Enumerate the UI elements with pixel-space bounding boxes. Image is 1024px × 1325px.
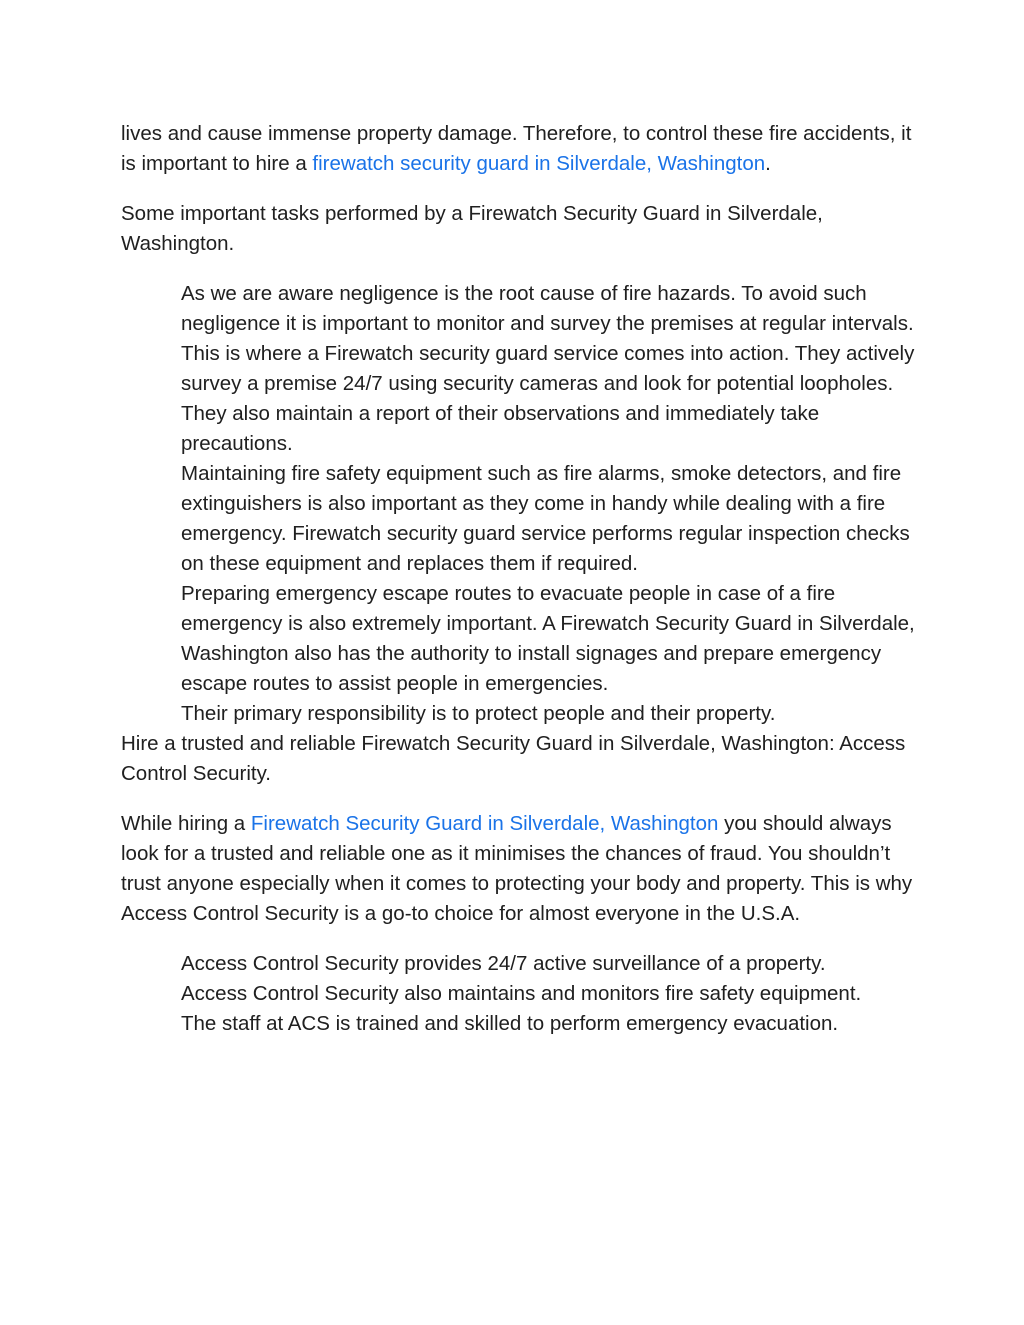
tasks-list xyxy=(121,279,921,729)
firewatch-guard-link[interactable]: firewatch security guard in Silverdale, Washington xyxy=(312,152,766,175)
section-heading: Hire a trusted and reliable Firewatch Security Guard in Silverdale, Washington: Access Control Security. xyxy=(121,732,906,785)
task-item-equipment: Maintaining fire safety equipment such as fire alarms, smoke detectors, and fire extinguishers is also important as they come in handy while dealing with a fire emergency. Firewatch security guard service performs regular inspection checks on these equipment and replaces them if required. xyxy=(181,462,910,575)
task-item-monitoring: As we are aware negligence is the root cause of fire hazards. To avoid such negligence it is important to monitor and survey the premises at regular intervals. This is where a Firewatch security guard service comes into action. They actively survey a premise 24/7 using security cameras and look for potential loopholes. They also maintain a report of their observations and immediately take precautions. xyxy=(181,282,915,455)
acs-point-equipment: Access Control Security also maintains and monitors fire safety equipment. xyxy=(181,982,862,1005)
intro-end: . xyxy=(765,152,771,175)
firewatch-guard-link-2[interactable]: Firewatch Security Guard in Silverdale, Washington xyxy=(250,812,719,835)
intro-paragraph xyxy=(121,119,921,179)
hiring-text-rest: you should always look for a trusted and reliable one as it minimises the chances of fraud. You shouldn’t trust anyone especially when it comes to protecting your body and property. This is why Access Control Security is a go-to choice for almost everyone in the U.S.A. xyxy=(121,812,913,925)
acs-point-evacuation: The staff at ACS is trained and skilled to perform emergency evacuation. xyxy=(181,1012,839,1035)
intro-text: lives and cause immense property damage. Therefore, to control these fire accidents, it is important to hire a xyxy=(121,122,912,175)
document-body xyxy=(121,119,921,1039)
tasks-intro-paragraph: Some important tasks performed by a Firewatch Security Guard in Silverdale, Washington. xyxy=(121,202,823,255)
hiring-text-start: While hiring a xyxy=(121,812,251,835)
task-item-responsibility: Their primary responsibility is to protect people and their property. xyxy=(181,702,776,725)
acs-points-list xyxy=(121,949,921,1039)
task-item-escape-routes: Preparing emergency escape routes to evacuate people in case of a fire emergency is also extremely important. A Firewatch Security Guard in Silverdale, Washington also has the authority to install signages and prepare emergency escape routes to assist people in emergencies. xyxy=(181,582,915,695)
hiring-paragraph xyxy=(121,809,921,929)
acs-point-surveillance: Access Control Security provides 24/7 active surveillance of a property. xyxy=(181,952,826,975)
